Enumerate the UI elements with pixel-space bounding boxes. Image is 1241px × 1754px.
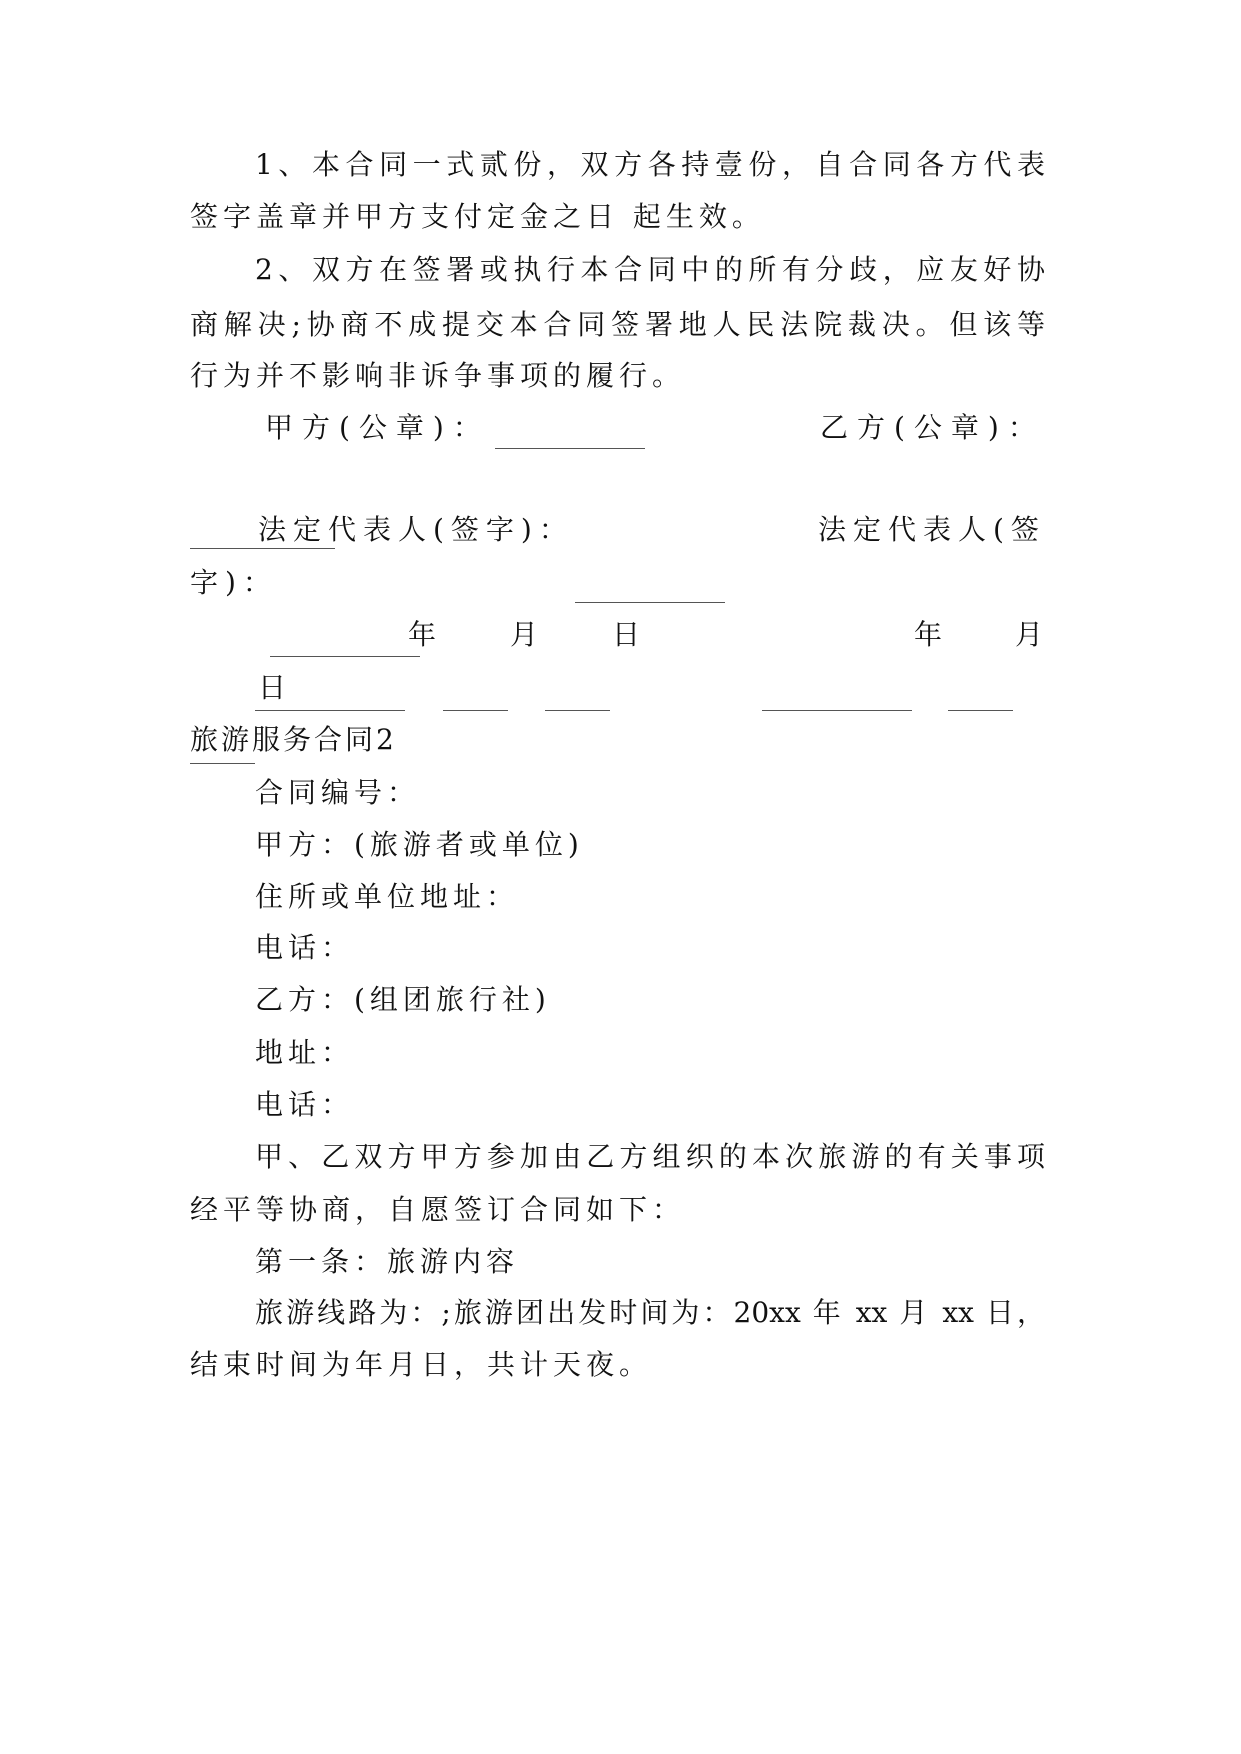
paragraph-line: 行为并不影响非诉争事项的履行。	[190, 359, 686, 392]
party-a-seal-blank	[495, 422, 645, 449]
field-phone-b: 电话：	[255, 1088, 355, 1121]
paragraph-line: 旅游线路为：;旅游团出发时间为：20xx 年 xx 月 xx 日，	[255, 1296, 1045, 1329]
date-a-month-blank	[443, 684, 508, 711]
paragraph-line: 甲、乙双方甲方参加由乙方组织的本次旅游的有关事项	[255, 1140, 1045, 1173]
paragraph-line: 签字盖章并甲方支付定金之日 起生效。	[190, 200, 765, 233]
date-b-year: 年	[914, 618, 948, 651]
field-address-b: 地址：	[255, 1036, 355, 1069]
paragraph-line: 1、本合同一式贰份，双方各持壹份，自合同各方代表	[255, 148, 1045, 181]
date-b-month: 月	[1015, 618, 1049, 651]
paragraph-line: 结束时间为年月日，共计天夜。	[190, 1348, 653, 1381]
party-a-seal-label: 甲方(公章)：	[265, 411, 490, 444]
paragraph-line: 商解决;协商不成提交本合同签署地人民法院裁决。但该等	[190, 308, 1045, 341]
rep-b-blank	[270, 630, 420, 657]
rep-b-label: 法定代表人(签	[818, 513, 1046, 546]
rep-b-label-cont: 字)：	[190, 566, 278, 599]
contract-title: 旅游服务合同2	[190, 723, 397, 756]
field-party-a: 甲方：(旅游者或单位)	[255, 828, 584, 861]
field-phone-a: 电话：	[255, 931, 355, 964]
date-b-year-blank	[762, 684, 912, 711]
date-a-day-blank	[545, 684, 610, 711]
field-party-b: 乙方：(组团旅行社)	[255, 983, 551, 1016]
paragraph-line: 2、双方在签署或执行本合同中的所有分歧，应友好协	[255, 253, 1045, 286]
date-b-month-blank	[948, 684, 1013, 711]
article-heading: 第一条：旅游内容	[255, 1245, 520, 1278]
field-address-a: 住所或单位地址：	[255, 880, 520, 913]
date-a-day: 日	[612, 618, 646, 651]
date-a-year: 年	[408, 618, 442, 651]
party-b-seal-label: 乙方(公章)：	[820, 411, 1045, 444]
field-contract-no: 合同编号：	[255, 776, 421, 809]
date-a-month: 月	[510, 618, 544, 651]
rep-a-blank	[575, 576, 725, 603]
rep-a-label: 法定代表人(签字)：	[258, 513, 574, 546]
date-b-day: 日	[258, 671, 292, 704]
paragraph-line: 经平等协商，自愿签订合同如下：	[190, 1193, 686, 1226]
